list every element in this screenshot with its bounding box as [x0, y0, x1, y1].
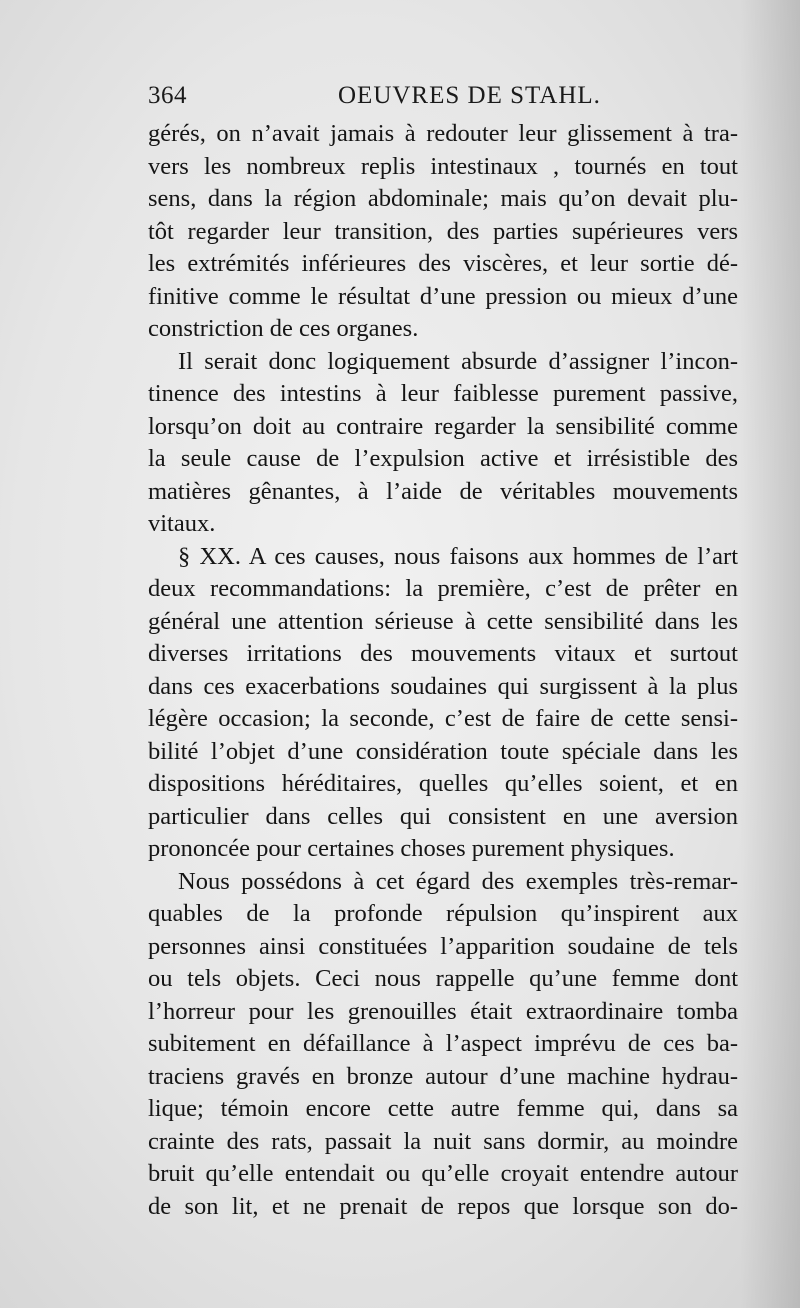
text-line: vers les nombreux replis intestinaux , tournés en tout: [148, 152, 738, 180]
text-line: lorsqu’on doit au contraire regarder la sensibilité comme: [148, 412, 738, 440]
page-header: [148, 82, 738, 114]
text-line: quables de la profonde répulsion qu’inspirent aux: [148, 900, 738, 927]
text-line: Il serait donc logiquement absurde d’assigner l’incon-: [178, 347, 738, 375]
text-line: diverses irritations des mouvements vitaux et surtout: [148, 640, 738, 667]
text-line: tinence des intestins à leur faiblesse purement passive,: [148, 380, 738, 407]
text-line: l’horreur pour les grenouilles était extraordinaire tomba: [148, 997, 738, 1025]
text-line: tôt regarder leur transition, des parties supérieures vers: [148, 217, 738, 245]
text-line: les extrémités inférieures des viscères, et leur sortie dé-: [148, 250, 738, 277]
text-line: dans ces exacerbations soudaines qui surgissent à la plus: [148, 672, 738, 700]
text-line: particulier dans celles qui consistent en une aversion: [148, 802, 738, 830]
text-line: prononcée pour certaines choses purement physiques.: [148, 835, 675, 862]
text-line: lique; témoin encore cette autre femme qui, dans sa: [148, 1095, 738, 1122]
text-line: traciens gravés en bronze autour d’une machine hydrau-: [148, 1062, 738, 1090]
text-line: légère occasion; la seconde, c’est de faire de cette sensi-: [148, 705, 738, 732]
text-line: finitive comme le résultat d’une pression ou mieux d’une: [148, 282, 738, 310]
text-line: bilité l’objet d’une considération toute spéciale dans les: [148, 737, 738, 765]
text-line: dispositions héréditaires, quelles qu’elles soient, et en: [148, 770, 738, 797]
text-line: de son lit, et ne prenait de repos que lorsque son do-: [148, 1192, 738, 1220]
text-line: matières gênantes, à l’aide de véritables mouvements: [148, 477, 738, 505]
text-line: la seule cause de l’expulsion active et irrésistible des: [148, 445, 738, 472]
page-edge-shadow: [740, 0, 800, 1308]
text-line: vitaux.: [148, 510, 216, 537]
text-line: bruit qu’elle entendait ou qu’elle croyait entendre autour: [148, 1160, 738, 1187]
text-line: constriction de ces organes.: [148, 315, 419, 342]
text-line: sens, dans la région abdominale; mais qu’on devait plu-: [148, 185, 738, 212]
text-line: § XX. A ces causes, nous faisons aux hommes de l’art: [178, 542, 738, 570]
text-line: deux recommandations: la première, c’est de prêter en: [148, 575, 738, 602]
text-line: crainte des rats, passait la nuit sans dormir, au moindre: [148, 1127, 738, 1155]
text-line: subitement en défaillance à l’aspect imprévu de ces ba-: [148, 1030, 738, 1057]
body-text: [148, 118, 738, 1223]
page-number: 364: [148, 82, 187, 109]
text-line: personnes ainsi constituées l’apparition soudaine de tels: [148, 932, 738, 960]
running-title: OEUVRES DE STAHL.: [338, 82, 601, 109]
text-line: ou tels objets. Ceci nous rappelle qu’une femme dont: [148, 965, 738, 992]
text-line: gérés, on n’avait jamais à redouter leur glissement à tra-: [148, 120, 738, 147]
text-line: Nous possédons à cet égard des exemples très-remar-: [178, 867, 738, 895]
text-line: général une attention sérieuse à cette sensibilité dans les: [148, 607, 738, 635]
